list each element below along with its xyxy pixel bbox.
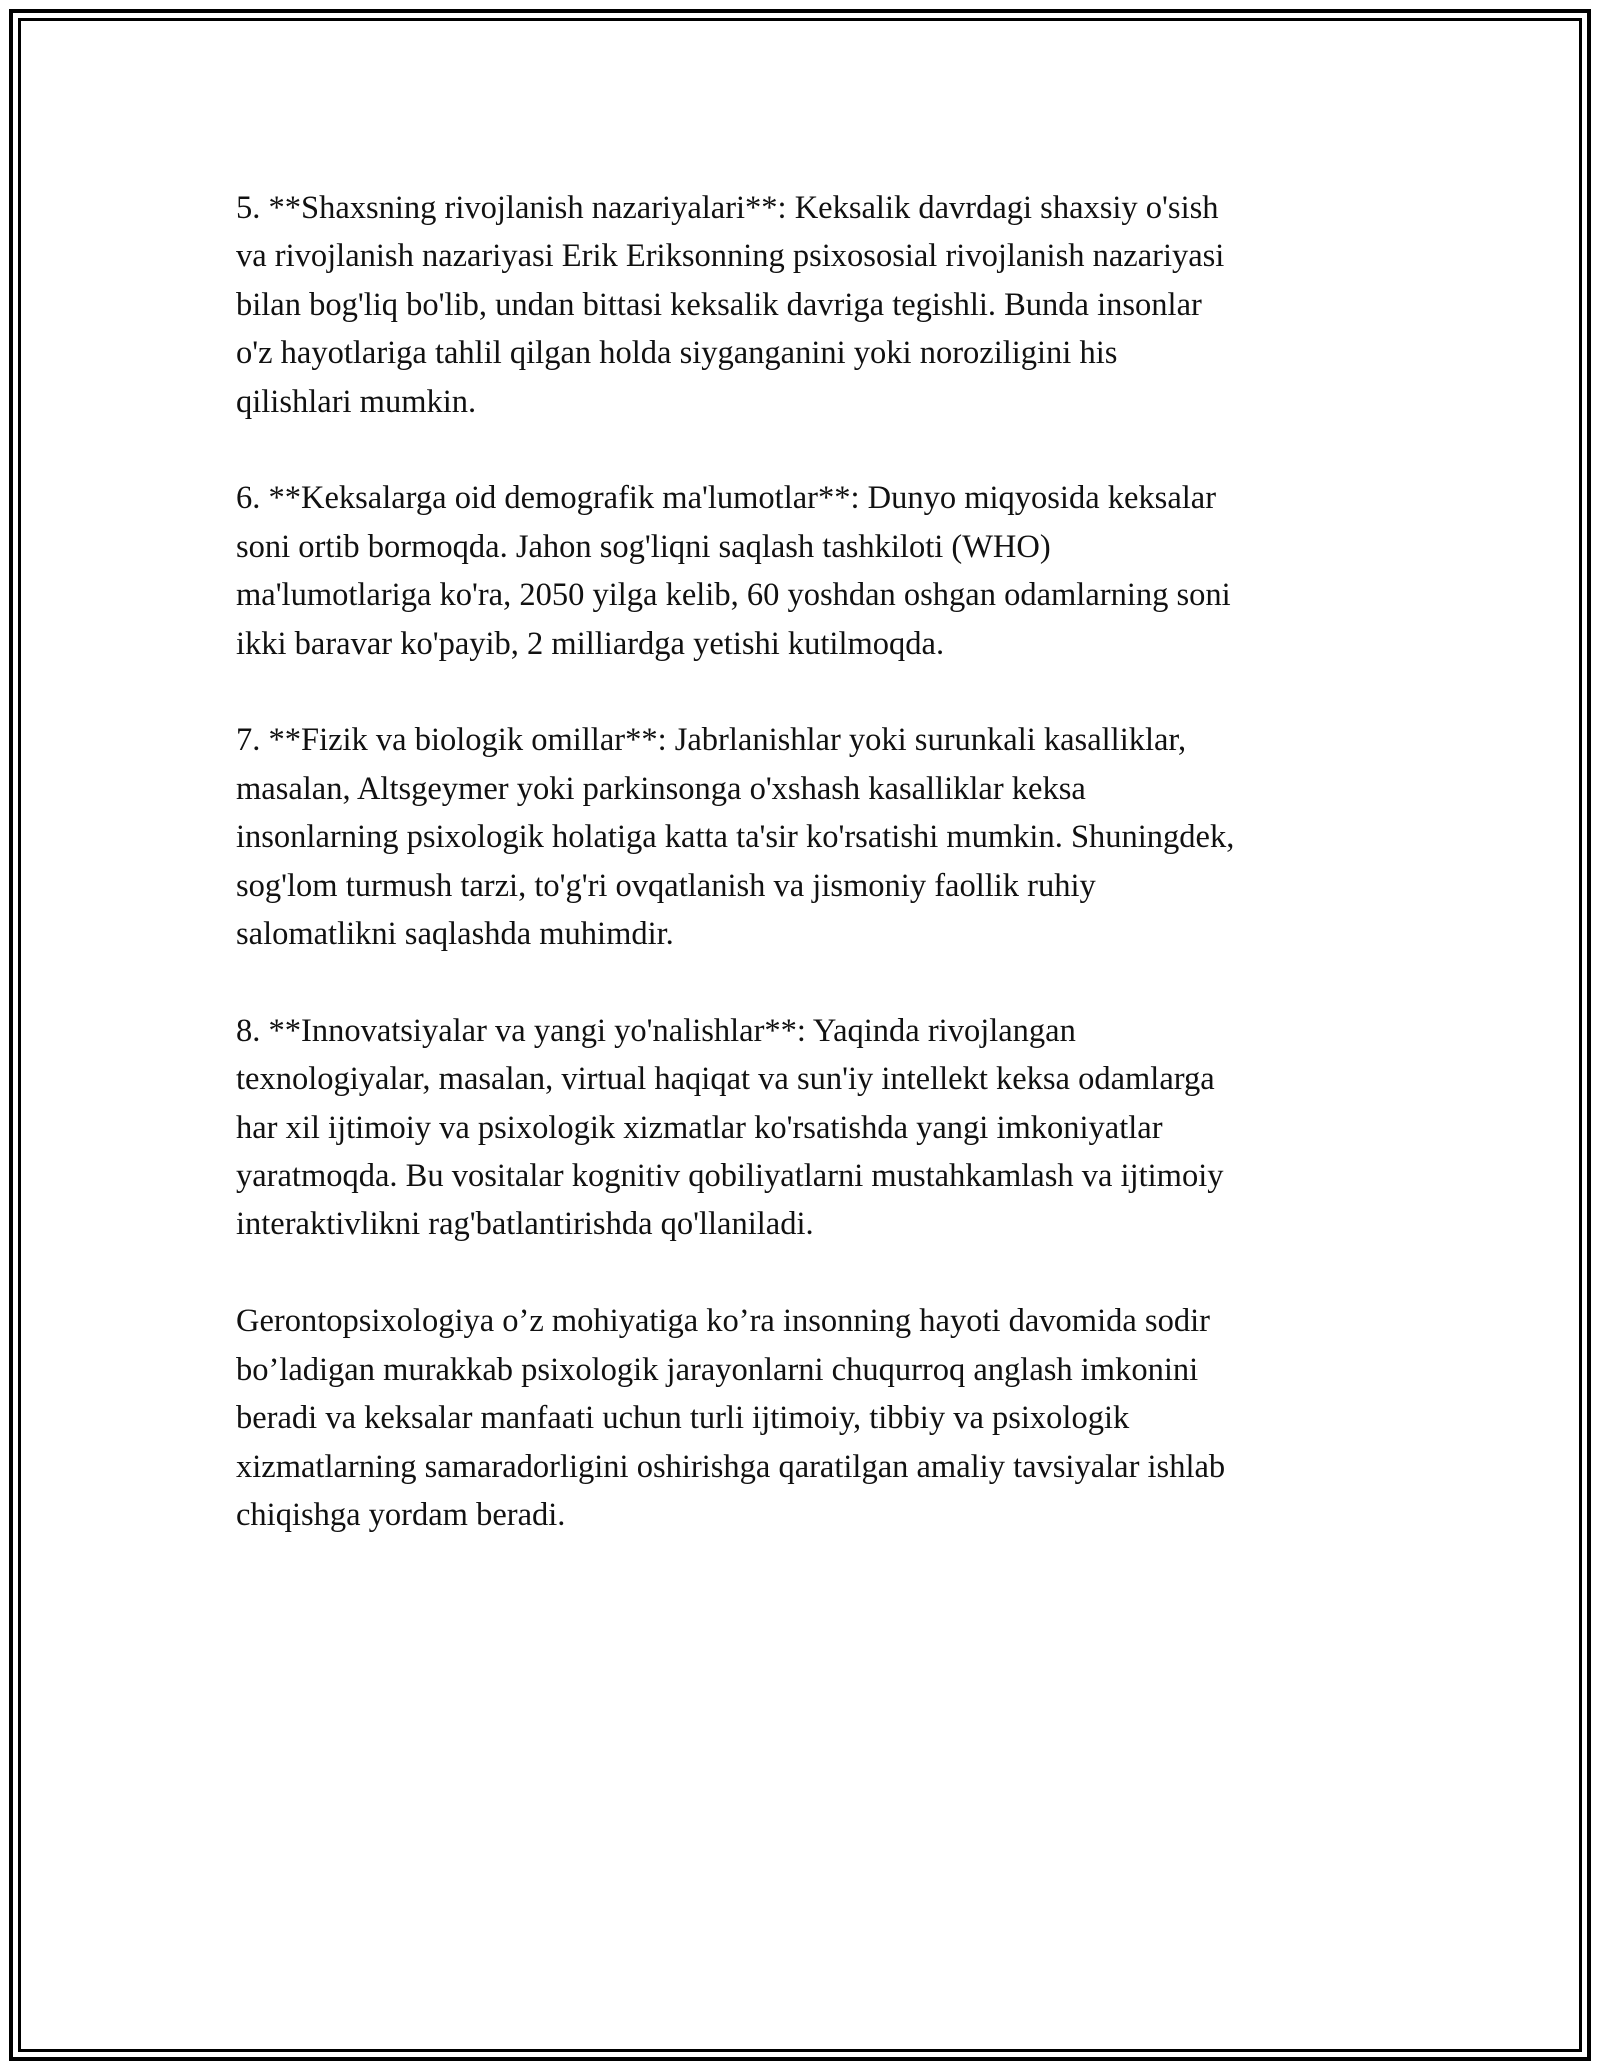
text-line: insonlarning psixologik holatiga katta ta'sir ko'rsatishi mumkin. Shuningdek, bbox=[236, 819, 1235, 856]
text-line: interaktivlikni rag'batlantirishda qo'llaniladi. bbox=[236, 1206, 814, 1243]
text-line: masalan, Altsgeymer yoki parkinsonga o'xshash kasalliklar keksa bbox=[236, 770, 1086, 807]
text-line: va rivojlanish nazariyasi Erik Eriksonning psixososial rivojlanish nazariyasi bbox=[236, 238, 1225, 275]
paragraph-conclusion bbox=[236, 1297, 1396, 1539]
paragraph-physical-biological-factors bbox=[236, 716, 1396, 958]
text-line: xizmatlarning samaradorligini oshirishga qaratilgan amaliy tavsiyalar ishlab bbox=[236, 1448, 1226, 1485]
text-line: soni ortib bormoqda. Jahon sog'liqni saqlash tashkiloti (WHO) bbox=[236, 528, 1051, 565]
text-line: 8. **Innovatsiyalar va yangi yo'nalishlar**: Yaqinda rivojlangan bbox=[236, 1012, 1076, 1049]
text-line: Gerontopsixologiya o’z mohiyatiga ko’ra insonning hayoti davomida sodir bbox=[236, 1303, 1210, 1340]
document-body bbox=[236, 184, 1396, 1588]
paragraph-innovations bbox=[236, 1007, 1396, 1249]
paragraph-personality-development bbox=[236, 184, 1396, 426]
text-line: 5. **Shaxsning rivojlanish nazariyalari**: Keksalik davrdagi shaxsiy o'sish bbox=[236, 190, 1219, 226]
text-line: ikki baravar ko'payib, 2 milliardga yetishi kutilmoqda. bbox=[236, 625, 945, 662]
text-line: texnologiyalar, masalan, virtual haqiqat va sun'iy intellekt keksa odamlarga bbox=[236, 1061, 1215, 1098]
text-line: bo’ladigan murakkab psixologik jarayonlarni chuqurroq anglash imkonini bbox=[236, 1351, 1199, 1388]
text-line: sog'lom turmush tarzi, to'g'ri ovqatlanish va jismoniy faollik ruhiy bbox=[236, 867, 1096, 904]
text-line: beradi va keksalar manfaati uchun turli ijtimoiy, tibbiy va psixologik bbox=[236, 1400, 1130, 1437]
paragraph-demographic-data bbox=[236, 474, 1396, 668]
text-line: salomatlikni saqlashda muhimdir. bbox=[236, 916, 674, 953]
text-line: yaratmoqda. Bu vositalar kognitiv qobiliyatlarni mustahkamlash va ijtimoiy bbox=[236, 1158, 1224, 1195]
text-line: 6. **Keksalarga oid demografik ma'lumotlar**: Dunyo miqyosida keksalar bbox=[236, 480, 1217, 517]
text-line: 7. **Fizik va biologik omillar**: Jabrlanishlar yoki surunkali kasalliklar, bbox=[236, 722, 1187, 759]
text-line: ma'lumotlariga ko'ra, 2050 yilga kelib, 60 yoshdan oshgan odamlarning soni bbox=[236, 577, 1231, 614]
text-line: chiqishga yordam beradi. bbox=[236, 1496, 566, 1533]
text-line: bilan bog'liq bo'lib, undan bittasi keksalik davriga tegishli. Bunda insonlar bbox=[236, 286, 1202, 323]
text-line: o'z hayotlariga tahlil qilgan holda siyganganini yoki noroziligini his bbox=[236, 335, 1118, 372]
text-line: har xil ijtimoiy va psixologik xizmatlar ko'rsatishda yangi imkoniyatlar bbox=[236, 1109, 1163, 1146]
text-line: qilishlari mumkin. bbox=[236, 383, 477, 420]
